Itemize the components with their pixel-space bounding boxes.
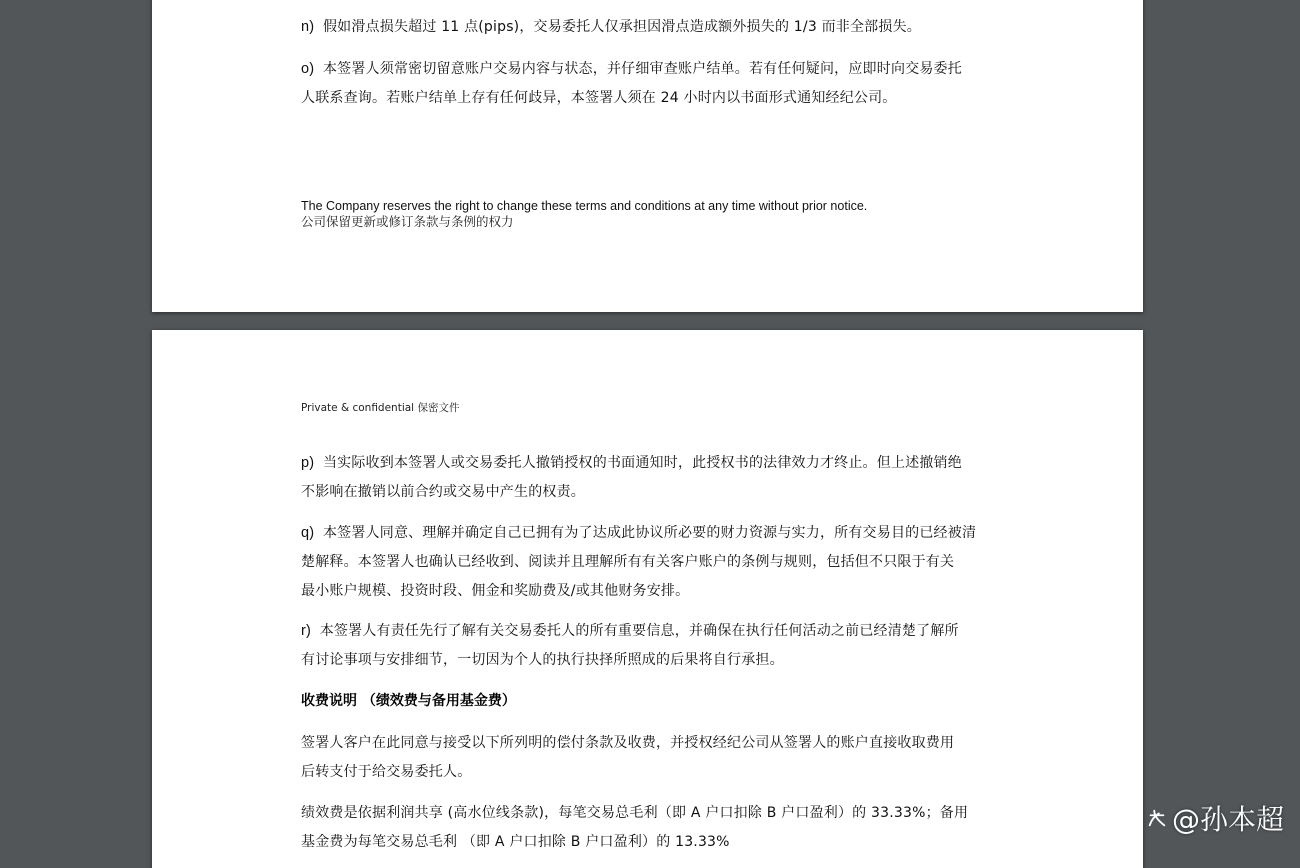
zhihu-logo-icon [1146, 807, 1168, 829]
clause-q [301, 519, 1001, 606]
fee-detail-line-2: 基金费为每笔交易总毛利 （即 A 户口扣除 B 户口盈利）的 13.33% [301, 834, 730, 850]
clause-r-label: r) [301, 623, 312, 639]
fee-intro-line-2: 后转支付于给交易委托人。 [301, 764, 472, 780]
fee-section-title: 收费说明 （绩效费与备用基金费） [301, 693, 516, 709]
notice-zh: 公司保留更新或修订条款与条例的权力 [301, 214, 514, 229]
clause-n [301, 13, 1001, 42]
clause-o-label: o) [301, 61, 315, 77]
notice-en: The Company reserves the right to change these terms and conditions at any time without prior notice. [301, 199, 868, 213]
fee-intro-line-1: 签署人客户在此同意与接受以下所列明的偿付条款及收费，并授权经纪公司从签署人的账户直接收取费用 [301, 735, 955, 751]
author-watermark [1146, 798, 1284, 838]
clause-o-line-1: 本签署人须常密切留意账户交易内容与状态，并仔细审查账户结单。若有任何疑问，应即时向交易委托 [322, 61, 962, 77]
clause-q-line-3: 最小账户规模、投资时段、佣金和奖励费及/或其他财务安排。 [301, 583, 690, 599]
clause-p [301, 449, 1001, 507]
clause-n-label: n) [301, 19, 315, 35]
clause-o-line-2: 人联系查询。若账户结单上存有任何歧异，本签署人须在 24 小时内以书面形式通知经纪公司。 [301, 90, 897, 106]
clause-q-line-1: 本签署人同意、理解并确定自己已拥有为了达成此协议所必要的财力资源与实力，所有交易目的已经被清 [322, 525, 977, 541]
clause-p-line-1: 当实际收到本签署人或交易委托人撤销授权的书面通知时，此授权书的法律效力才终止。但上述撤销绝 [322, 455, 962, 471]
pdf-page-2 [152, 330, 1143, 868]
clause-r [301, 617, 1001, 675]
clause-q-label: q) [301, 525, 315, 541]
fee-intro [301, 729, 1001, 787]
clause-p-line-2: 不影响在撤销以前合约或交易中产生的权责。 [301, 484, 585, 500]
clause-q-line-2: 楚解释。本签署人也确认已经收到、阅读并且理解所有有关客户账户的条例与规则，包括但不只限于有关 [301, 554, 955, 570]
fee-detail [301, 799, 1001, 857]
clause-o [301, 55, 1001, 113]
clause-r-line-1: 本签署人有责任先行了解有关交易委托人的所有重要信息，并确保在执行任何活动之前已经清楚了解所 [319, 623, 959, 639]
clause-n-line-1: 假如滑点损失超过 11 点(pips)，交易委托人仅承担因滑点造成额外损失的 1/3 而非全部损失。 [322, 19, 921, 35]
confidential-header: Private & confidential 保密文件 [301, 402, 460, 414]
clause-r-line-2: 有讨论事项与安排细节，一切因为个人的执行抉择所照成的后果将自行承担。 [301, 652, 784, 668]
watermark-text: @孙本超 [1171, 803, 1284, 836]
pdf-page-1 [152, 0, 1143, 312]
fee-detail-line-1: 绩效费是依据利润共享 (高水位线条款)，每笔交易总毛利（即 A 户口扣除 B 户口盈利）的 33.33%；备用 [301, 805, 969, 821]
clause-p-label: p) [301, 455, 315, 471]
